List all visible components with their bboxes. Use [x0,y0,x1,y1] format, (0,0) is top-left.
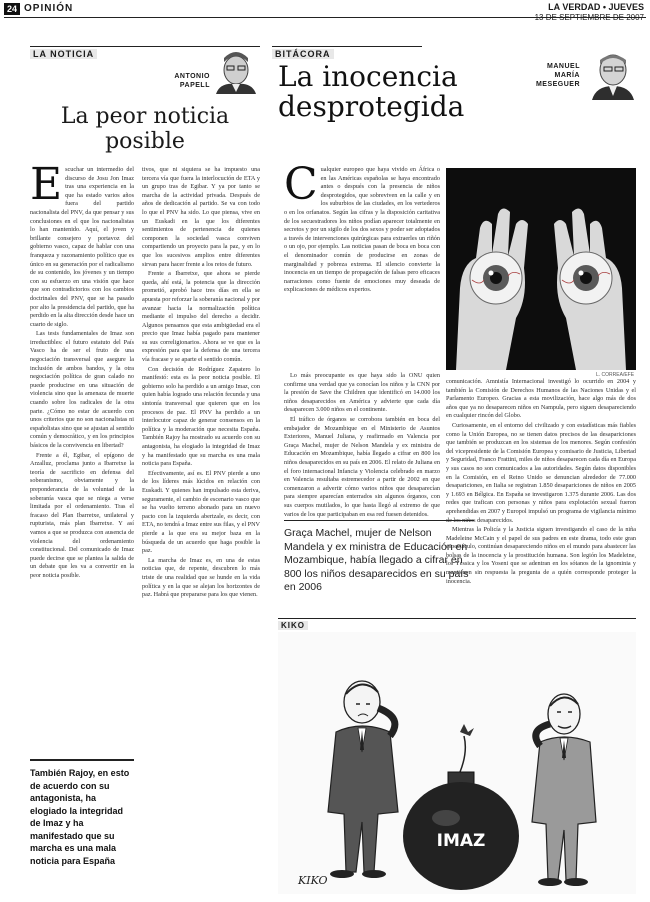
left-col2-p3: Con decisión de Rodríguez Zapatero lo manifestó: esta es la peor noticia posible. El gobierno solo ha perdido a un amigo Imaz, con quien había logrado una relación fecunda y una sintonía transversal que quieren que en los procesos de paz. El PNV ha perdido a un interlocutor capaz de generar consensos en la política y la moderación que necesita España. También Rajoy ha mostrado su acuerdo con su antagonista, ha elogiado la integridad de Imaz y ha manifestado que su marcha es una mala noticia para España. [142,365,260,468]
left-col1-p1: scuchar un intermedio del discurso de Josu Jon Imaz tras una experiencia en la que ha estado varios años fuera del partido nacionalista del PNV, da que pensar y sus conclusiones en el que los nacionalistas lo han mantenido. Aquí, el joven y brillante consejero y portavoz del gobierno vasco, capaz de hablar con una franqueza y razonamiento político que es único en su generación por el radicalismo de su contenido, los jóvenes y un tiempo con su esfuerzo en una visión que hace que son contradictorios con los cambios doctrinales del PNV, que se ha pasado por alto la presidencia del partido, que ha perdido en la alta dirección desde hace un cuarto de siglo. [30,166,134,328]
cartoon-barrel-text: IMAZ [436,831,486,851]
right-author-box [520,48,640,106]
header-rule [4,17,646,18]
right-pull-quote: Graça Machel, mujer de Nelson Mandela y ex ministra de Educación en Mozambique, había llegado a cifrar en 800 los niños desaparecidos en su país en 2006 [284,520,474,596]
hands-eyes-illustration [446,168,636,370]
left-dropcap: E [30,159,63,210]
right-col2-p3: Mientras la Policía y la Justicia siguen investigando el caso de la niña Madeleine McCain y el papel de sus padres en este drama, todo este gran espectáculo, continúan desapareciendo niños en el mundo para abastecer las bolsas de la inocencia y la prostitución humana. Son legión los Madeleine, los Yéssica y los Yoseni que se adentran en los sótanos de la ignominia y mantienen sin respuesta la pregunta de a quién corresponde proteger la inocencia. [446,526,636,585]
left-author-name [154,72,210,90]
left-col2-p1: tivos, que ni siquiera se ha impuesto una tercera vía que fuera la interlocución de ETA y un grupo tras de Egibar. Y ya por tanto se marcha de la actividad privada. Después de años de dedicación al partido. Se va con todo lo que el PNV ha sido. Lo que piensa, vive en un Euskadi en la que los diferentes sentimientos de pertenencia de quienes componen la sociedad vasca conviven compartiendo un proyecto para la paz, y en lo que los sucesivos amplios entre diferentes sirvan para hacer frente a los retos de futuro. [142,166,260,268]
left-headline [30,104,260,154]
left-col2-p5: La marcha de Imaz es, en una de estas noticias que, de repente, descubren lo más triste de una realidad que se hunde en la vida política y en la que se alejan los horizontes de paz. Habrá que prepararse para los que vienen. [142,556,260,599]
newspaper-name: LA VERDAD • JUEVES [548,2,644,12]
right-kicker [272,46,422,60]
photo-credit: L. CORREA/EFE [596,372,635,378]
left-column-2 [142,166,260,894]
right-column-2 [446,378,636,610]
right-author-first: MANUEL [547,63,580,70]
section-name: OPINIÓN [24,3,74,14]
left-author-first: ANTONIO [174,73,210,80]
left-col2-p4: Efectivamente, así es. El PNV pierde a uno de los líderes más lúcidos en relación con Euskadi. Y quienes han impulsado esta deriva, seguramente, el cambio de escenario vasco que se ha vuelto terreno abonado para un nuevo pacto con la izquierda abertzale, es decir, con ETA, no tendrá a Imaz entre sus filas, y el PNV pierde a la que era su mejor baza en la búsqueda de un acuerdo que haga posible la paz. [142,469,260,555]
left-author-portrait [208,48,260,94]
right-headline-line1: La inocencia [278,60,458,93]
right-author-middle: MARÍA [554,72,580,79]
left-author-box [150,48,260,96]
right-dropcap: C [284,159,318,210]
page-number: 24 [4,3,20,15]
left-headline-line2: posible [105,129,185,154]
right-column-1b [284,372,440,518]
editorial-cartoon [278,632,636,894]
right-col2-p1: comunicación. Amnistía Internacional investigó lo ocurrido en 2004 y también la Comisión de Derechos Humanos de las Naciones Unidas y el Parlamento Europeo. Gracias a esta movilización, hace algo más de dos años que ya no desaparecen niños en Nampula, pero siguen desapareciendo en cualquier rincón del Globo. [446,378,636,420]
left-kicker-label: LA NOTICIA [30,49,97,59]
right-col1-p1: ualquier europeo que haya vivido en África o en las Américas españolas se haya encontrado antes o después con la presencia de niños desprotegidos, que sobreviven en la calle y en los suburbios de las ciudades, en los vertederos o en los orfanatos. Según las cifras y la disposición caritativa de los secuestradores los niños podían aparecer totalmente en secretos y por un sigilo de los dos sexos y poder ser adoptados a través de intervenciones quirúrgicas para extraerles un riñón o un ojo, por ejemplo. Las noticias pasan de boca en boca con el denominador común de producirse en zonas de marginalidad y pobreza extrema. El silencio convierte la inocencia en un tiempo de propagación de falsas pero eficaces narraciones como fuente de emociones muy deseada de explicaciones de médicos expertos. [284,166,440,294]
left-col2-p2: Frente a Ibarretxe, que ahora se pierde queda, ahí está, la potencia que la dirección prometió, aprobó hace tres días en ella se apuesta por reforzar la soberanía nacional y por avanzar hacia la normalización política mediante el impulso del derecho a decidir. Algunos pensamos que esta ambigüedad era el precio que Imaz había pagado para mantener su sus correligionarios. Ahora se ve que es la expresión para que la defensa de una tercera vía fracase y se aparte el sentido común. [142,270,260,364]
article-photo [446,168,636,370]
left-col1-p3: Frente a él, Egibar, el epígono de Arzalluz, proclama junto a Ibarretxe la teoría de sacrificio en defensa del soberanismo, obviamente y la preponderancia de la voluntad de la soberanía vasca que se niega a verse limitada por el ordenamiento. Tras el fracaso del Plan Ibarretxe, unilateral y rupturista, más plan Ibarretxe. Y así vamos a que se produzca con ausencia de violencia del ordenamiento constitucional. Del comunicado de Imaz puede decirse que se plantea la salida de un debate que les va a convertir en la peor noticia posible. [30,451,134,579]
right-kicker-label: BITÁCORA [272,49,334,59]
left-column-1 [30,159,134,751]
cartoon-kicker [278,618,636,631]
right-col1-p2: Lo más preocupante es que haya sido la ONU quien confirme una verdad que ya conocían los niños y la CNN por la presión de Save the Children que identificó en 14.000 los niños desaparecidos en América y advierte que cada día desaparecen 3.000 niños en el continente. [284,372,440,414]
masthead-right [535,2,644,23]
left-author-last: PAPELL [179,82,210,89]
left-headline-line1: La peor noticia [60,104,230,129]
left-pull-quote: También Rajoy, en esto de acuerdo con su antagonista, ha elogiado la integridad de Imaz y ha manifestado que su marcha es una mala noticia para España [30,759,134,889]
right-col2-p2: Curiosamente, en el entorno del civilizado y con estadísticas más fiables como la Unión Europea, no se tienen datos precisos de las desapariciones que también se produzcan en los sistemas de los menores. Según confesión del vicepresidente de la Comisión Europea y comisario de Justicia, Libertad y Seguridad, Franco Frattini, miles de niños desaparecen cada día en Europa y sus casos no son comunicados a las autoridades. Según datos disponibles en la Comisión, en el Reino Unido se denuncian alrededor de 77.000 desapariciones, en Italia se registran 1.850 desapariciones de niños en 2005 y 1.693 en Bélgica. En España se investigaron 1.375 durante 2006. Las dos redes que trafican con personas y niños para explotación sexual fueron aprehendidas en 2007 y Europol impulsó un programa de vigilancia mínimo de los niños desaparecidos. [446,421,636,524]
left-col1-p2: Las tesis fundamentales de Imaz son irreductibles: el futuro estatuto del País Vasco ha de ser el fruto de una negociación transversal que asegure la inclusión de ambos bandos, y la otra negociación política de gran calado no puede producirse en una situación de violencia sino que la amenaza de muerte cuando sobre los radicales de la otra parte. ¿Cómo no estar de acuerdo con unos criterios que no son nacionalistas ni españolistas sino que se ajustan al sentido común y democrático, y en los principios básicos de la convivencia en libertad? [30,330,134,449]
cartoon-kicker-label: KIKO [278,621,308,630]
right-author-name [520,62,580,89]
cartoon-signature: KIKO [298,874,328,887]
right-col1-p3: El tráfico de órganos se corrobora también en boca del embajador de Mozambique en el Ministerio de Asuntos Exteriores, Manuel Juliana, y reafirmado en Valencia por Graça Machel, mujer de Nelson Mandela y ex ministra de Educación en Mozambique, había llegado a cifrar en 800 los niños desaparecidos en su país en 2006. El relato de Juliana en el foro internacional Infancia y Violencia celebrado en marzo en Valencia resultaba estremecedor a partir de 2002 en que comenzaron a advertir cómo varios niños que desaparecían para siempre aparecían enterrados sin algunos órganos, con sus cuerpos mutilados, lo que hasta llegó al extremo de que varios de los que participaban en esa red fuesen detenidos. [284,415,440,518]
right-headline-line2: desprotegida [278,90,465,123]
right-headline [278,62,498,122]
right-author-portrait [586,48,640,100]
right-author-last: MESEGUER [535,81,580,88]
issue-date [535,13,644,23]
